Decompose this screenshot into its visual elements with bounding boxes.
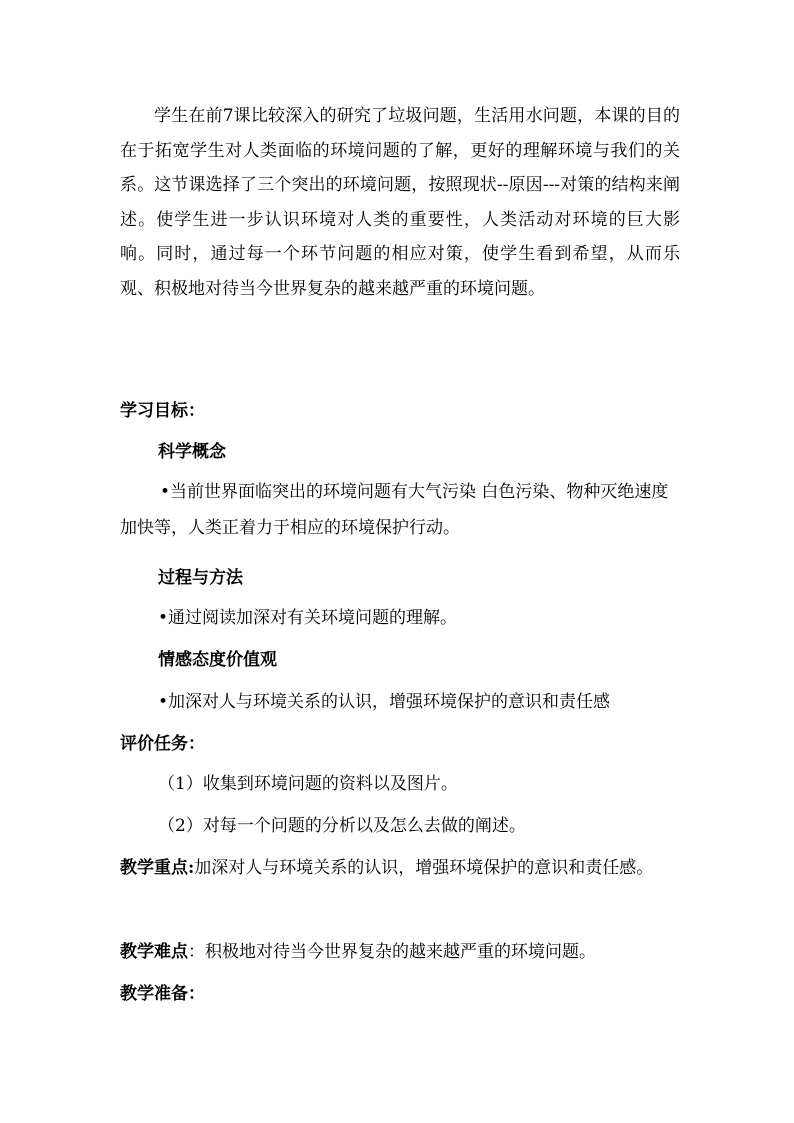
difficulty-paragraph [120, 940, 596, 964]
emotion-values-title: 情感态度价值观 [158, 650, 277, 670]
key-point-paragraph [120, 850, 680, 886]
intro-paragraph: 学生在前7课比较深入的研究了垃圾问题，生活用水问题，本课的目的在于拓宽学生对人类面临的环境问题的了解，更好的理解环境与我们的关系。这节课选择了三个突出的环境问题，按照现状--原因---对策的结构来阐述。使学生进一步认识环境对人类的重要性，人类活动对环境的巨大影响。同时，通过每一个环节问题的相应对策，使学生看到希望，从而乐观、积极地对待当今世界复杂的越来越严重的环境问题。 [120, 106, 680, 299]
science-concept-title: 科学概念 [158, 442, 226, 462]
preparation-heading: 教学准备： [120, 984, 205, 1004]
difficulty-label: 教学难点 [120, 942, 188, 962]
learning-goals-heading: 学习目标： [120, 401, 205, 421]
evaluation-item-2: （2）对每一个问题的分析以及怎么去做的阐述。 [158, 816, 526, 836]
process-method-title: 过程与方法 [158, 568, 243, 588]
evaluation-item-1: （1）收集到环境问题的资料以及图片。 [158, 774, 458, 794]
emotion-values-text: •加深对人与环境关系的认识，增强环境保护的意识和责任感 [158, 692, 611, 712]
science-concept-text: •当前世界面临突出的环境问题有大气污染 白色污染、物种灭绝速度加快等，人类正着力于相应的环境保护行动。 [120, 482, 669, 538]
key-point-text: 加深对人与环境关系的认识，增强环境保护的意识和责任感。 [194, 858, 654, 878]
process-method-text: •通过阅读加深对有关环境问题的理解。 [158, 608, 458, 628]
key-point-label: 教学重点: [120, 858, 195, 878]
difficulty-text: ：积极地对待当今世界复杂的越来越严重的环境问题。 [188, 942, 596, 962]
evaluation-heading: 评价任务： [120, 734, 205, 754]
